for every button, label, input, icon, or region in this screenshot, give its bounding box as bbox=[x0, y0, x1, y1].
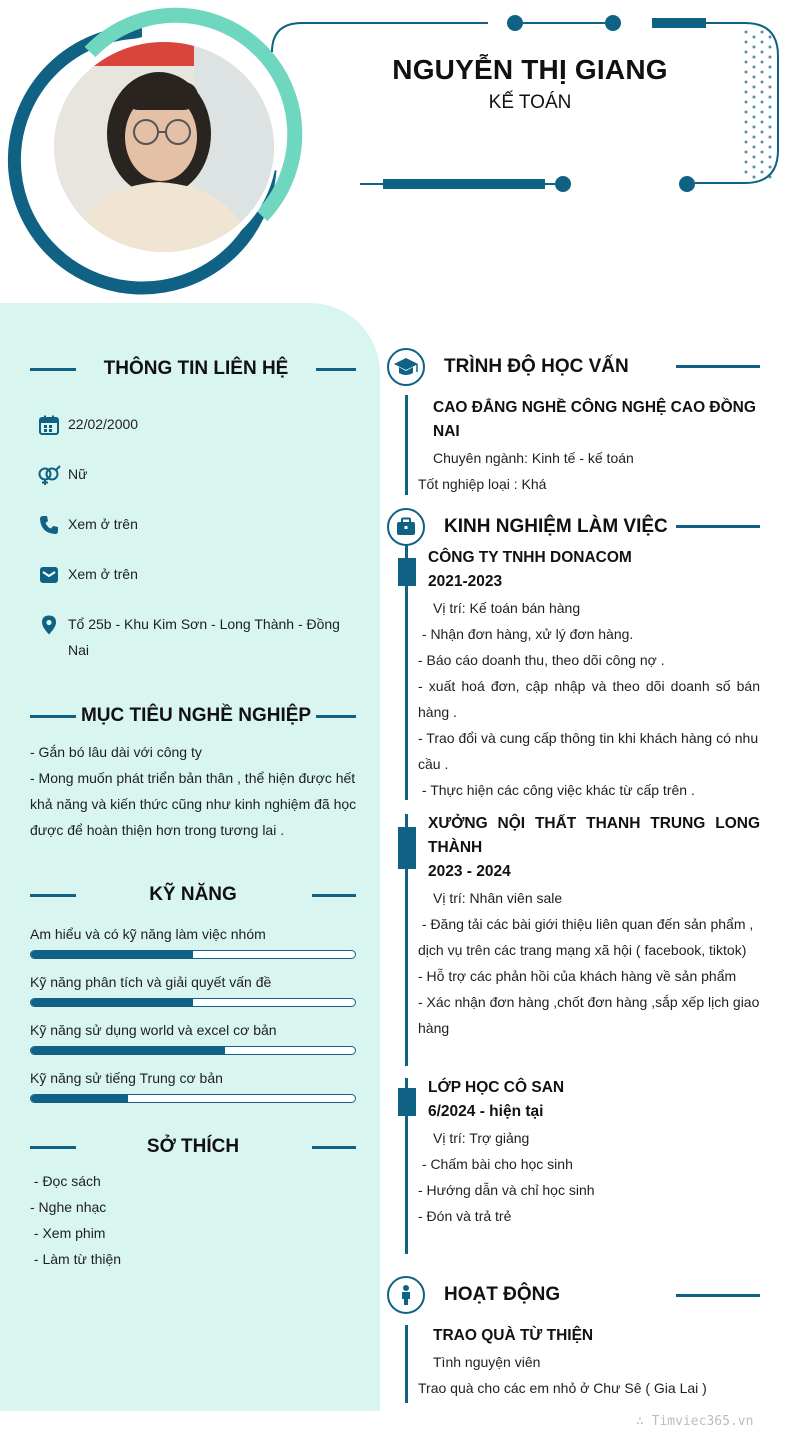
skill-name: Kỹ năng sử dụng world và excel cơ bản bbox=[30, 1022, 277, 1038]
job-duty: - Đón và trả trẻ bbox=[418, 1208, 512, 1224]
timeline-line bbox=[405, 1325, 408, 1403]
contact-gender: Nữ bbox=[68, 466, 88, 482]
job-duty: - Nhận đơn hàng, xử lý đơn hàng. bbox=[418, 626, 634, 642]
job-duty: hàng . bbox=[418, 704, 457, 720]
section-divider bbox=[316, 368, 356, 371]
skill-fill bbox=[31, 1095, 128, 1102]
timeline-line bbox=[405, 395, 408, 495]
calendar-icon bbox=[39, 415, 59, 435]
deco-dot bbox=[507, 15, 523, 31]
location-icon bbox=[39, 615, 59, 635]
job-period: 2021-2023 bbox=[428, 573, 503, 590]
skill-fill bbox=[31, 1047, 225, 1054]
job-duty: - Hướng dẫn và chỉ học sinh bbox=[418, 1182, 595, 1198]
job-role: Vị trí: Kế toán bán hàng bbox=[433, 600, 581, 616]
hobby-item: - Xem phim bbox=[30, 1225, 106, 1241]
job-duty: hàng bbox=[418, 1020, 450, 1036]
phone-icon bbox=[39, 515, 59, 535]
job-duty: - Xác nhận đơn hàng ,chốt đơn hàng ,sắp xếp lịch giao bbox=[418, 994, 760, 1010]
watermark-text: Timviec365.vn bbox=[651, 1414, 754, 1429]
job-period: 2023 - 2024 bbox=[428, 863, 511, 880]
skill-fill bbox=[31, 951, 193, 958]
job-company: LỚP HỌC CÔ SAN bbox=[428, 1079, 565, 1096]
job-duty: - Trao đổi và cung cấp thông tin khi khách hàng có nhu bbox=[418, 730, 759, 746]
header-bracket bbox=[272, 23, 488, 52]
experience-title: KINH NGHIỆM LÀM VIỆC bbox=[444, 516, 668, 537]
education-title: TRÌNH ĐỘ HỌC VẤN bbox=[444, 356, 629, 377]
contact-address-line: Tổ 25b - Khu Kim Sơn - Long Thành - Đồng bbox=[68, 616, 340, 632]
person-icon bbox=[387, 1276, 425, 1314]
job-duty: cầu . bbox=[418, 756, 449, 772]
section-divider bbox=[30, 1146, 76, 1149]
contact-birthdate: 22/02/2000 bbox=[68, 416, 139, 432]
contact-phone: Xem ở trên bbox=[68, 516, 138, 532]
section-divider bbox=[312, 894, 356, 897]
job-duty: - Chấm bài cho học sinh bbox=[418, 1156, 573, 1172]
objective-line: được để hoàn thiện hơn trong tương lai . bbox=[30, 822, 285, 838]
hobby-item: - Nghe nhạc bbox=[30, 1199, 107, 1215]
objective-title: MỤC TIÊU NGHỀ NGHIỆP bbox=[80, 705, 312, 726]
job-duty: - xuất hoá đơn, cập nhập và theo dõi doanh số bán bbox=[418, 678, 760, 694]
objective-line: khả năng và kiến thức cũng như kinh nghiệm đã học bbox=[30, 796, 357, 812]
hobby-item: - Làm từ thiện bbox=[30, 1251, 122, 1267]
job-company: CÔNG TY TNHH DONACOM bbox=[428, 549, 632, 566]
skill-bar bbox=[30, 950, 356, 959]
job-role: Vị trí: Nhân viên sale bbox=[433, 890, 563, 906]
job-company: THÀNH bbox=[428, 839, 483, 856]
section-divider bbox=[30, 368, 76, 371]
skill-name: Kỹ năng phân tích và giải quyết vấn đề bbox=[30, 974, 272, 990]
hobby-item: - Đọc sách bbox=[30, 1173, 101, 1189]
skill-fill bbox=[31, 999, 193, 1006]
activities-title: HOẠT ĐỘNG bbox=[444, 1284, 561, 1305]
job-duty: dịch vụ trên các trang mạng xã hội ( facebook, tiktok) bbox=[418, 942, 747, 958]
section-divider bbox=[676, 365, 760, 368]
deco-dot bbox=[605, 15, 621, 31]
deco-dot bbox=[679, 176, 695, 192]
activity-role: Tình nguyện viên bbox=[433, 1354, 541, 1370]
education-grade: Tốt nghiệp loại : Khá bbox=[418, 476, 547, 492]
contact-title: THÔNG TIN LIÊN HỆ bbox=[103, 358, 289, 379]
objective-line: - Gắn bó lâu dài với công ty bbox=[30, 744, 202, 760]
job-duty: - Thực hiện các công việc khác từ cấp trên . bbox=[418, 782, 695, 798]
job-duty: - Hỗ trợ các phản hồi của khách hàng về sản phẩm bbox=[418, 968, 737, 984]
profile-photo bbox=[54, 42, 274, 252]
timeline-marker bbox=[398, 827, 416, 869]
activity-name: TRAO QUÀ TỪ THIỆN bbox=[433, 1327, 594, 1344]
contact-email: Xem ở trên bbox=[68, 566, 138, 582]
job-duty: - Đăng tải các bài giới thiệu liên quan đến sản phẩm , bbox=[418, 916, 754, 932]
section-divider bbox=[316, 715, 356, 718]
section-divider bbox=[676, 525, 760, 528]
email-icon bbox=[39, 565, 59, 585]
watermark bbox=[636, 1414, 753, 1429]
section-divider bbox=[30, 894, 76, 897]
gender-icon bbox=[37, 465, 61, 485]
briefcase-icon bbox=[387, 508, 425, 546]
section-divider bbox=[676, 1294, 760, 1297]
activity-desc: Trao quà cho các em nhỏ ở Chư Sê ( Gia Lai ) bbox=[418, 1380, 707, 1396]
section-divider bbox=[30, 715, 76, 718]
candidate-name: NGUYỄN THỊ GIANG bbox=[392, 54, 668, 85]
skill-bar bbox=[30, 998, 356, 1007]
graduation-cap-icon bbox=[387, 348, 425, 386]
job-role: Vị trí: Trợ giảng bbox=[433, 1130, 530, 1146]
job-company: XƯỞNG NỘI THẤT THANH TRUNG LONG bbox=[428, 815, 760, 832]
dot-pattern bbox=[745, 31, 772, 179]
avatar-illustration bbox=[54, 42, 274, 252]
hobbies-title: SỞ THÍCH bbox=[146, 1136, 240, 1157]
school-name-line: CAO ĐẲNG NGHỀ CÔNG NGHỆ CAO ĐỒNG bbox=[433, 399, 756, 416]
timeline-marker bbox=[398, 1088, 416, 1116]
skill-bar bbox=[30, 1094, 356, 1103]
education-major: Chuyên ngành: Kinh tế - kế toán bbox=[433, 450, 634, 466]
skill-bar bbox=[30, 1046, 356, 1055]
job-duty: - Báo cáo doanh thu, theo dõi công nợ . bbox=[418, 652, 665, 668]
skills-title: KỸ NĂNG bbox=[149, 884, 237, 905]
skill-name: Am hiểu và có kỹ năng làm việc nhóm bbox=[30, 926, 266, 942]
contact-address-line: Nai bbox=[68, 642, 90, 658]
job-period: 6/2024 - hiện tại bbox=[428, 1103, 544, 1120]
school-name-line: NAI bbox=[433, 423, 460, 440]
candidate-position: KẾ TOÁN bbox=[488, 92, 572, 113]
objective-line: - Mong muốn phát triển bản thân , thể hiện được hết bbox=[30, 770, 356, 786]
skill-name: Kỹ năng sử tiếng Trung cơ bản bbox=[30, 1070, 223, 1086]
watermark-dots-icon: ∴ bbox=[636, 1414, 652, 1429]
deco-dot bbox=[555, 176, 571, 192]
section-divider bbox=[312, 1146, 356, 1149]
timeline-marker bbox=[398, 558, 416, 586]
